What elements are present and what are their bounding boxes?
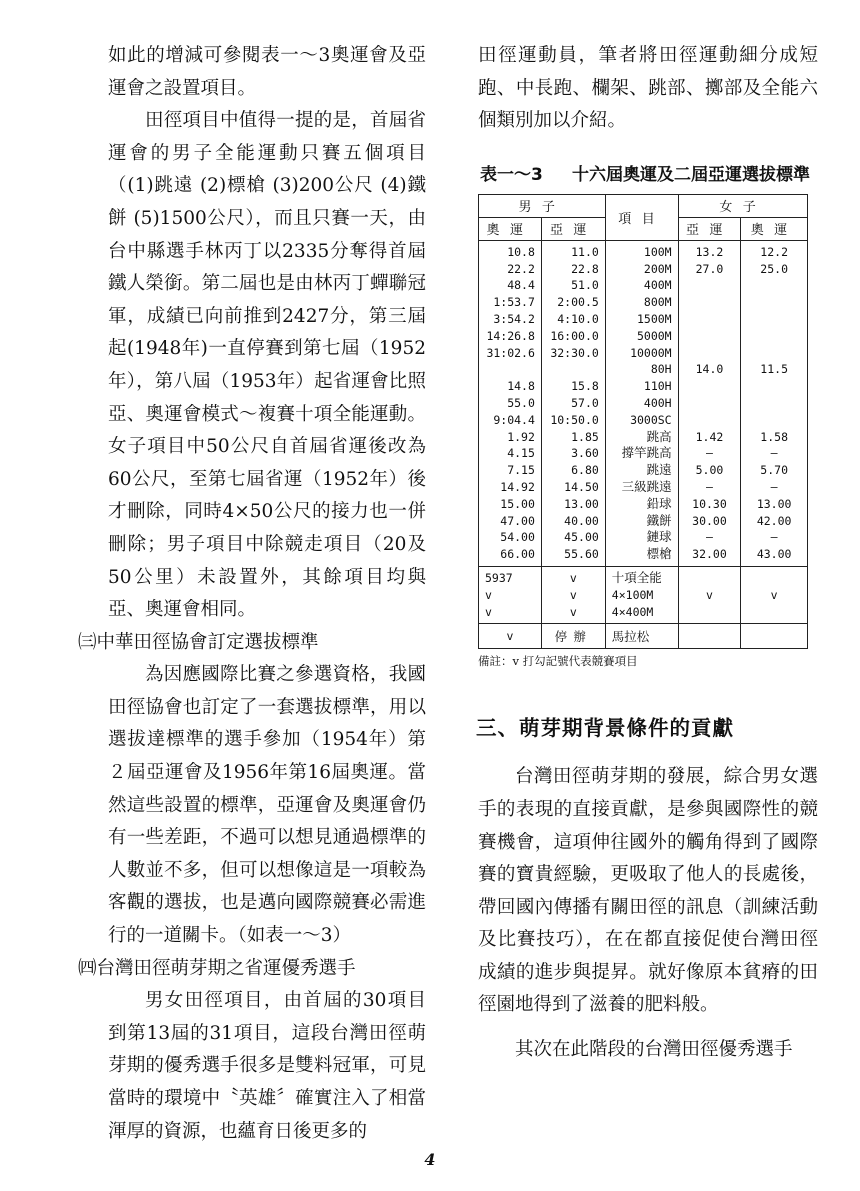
- table-cell: 鏈球: [646, 529, 672, 545]
- table-cell: 7.15: [507, 463, 535, 478]
- table-caption: 十六屆奧運及二屆亞運選拔標準: [572, 164, 810, 185]
- table-cell: 1.92: [507, 429, 535, 444]
- table-cell: v: [485, 604, 492, 619]
- table-cell: [741, 277, 807, 294]
- table-cell: [479, 361, 535, 378]
- table-cell: 14.50: [564, 479, 599, 494]
- table-cell: v: [485, 587, 492, 602]
- table-cell: 5937: [485, 570, 513, 585]
- table-cell: 1:53.7: [493, 295, 535, 310]
- selection-standard-table: [478, 194, 808, 650]
- table-cell: 2:00.5: [557, 295, 599, 310]
- paragraph-6: 台灣田徑萌芽期的發展，綜合男女選手的表現的直接貢獻，是參與國際性的競賽機會，這項伸往國外的觸角得到了國際賽的寶貴經驗，更吸取了他人的長處後，帶回國內傳播有關田徑的訊息（訓練活動及比賽技巧），在在都直接促使台灣田徑成績的進步與提昇。就好像原本貧瘠的田徑園地得到了滋養的肥料般。: [478, 766, 818, 1016]
- right-column: [478, 40, 818, 1067]
- women-asian-column-b: [678, 566, 741, 623]
- paragraph-4: 男女田徑項目，由首屆的30項目到第13屆的31項目，這段台灣田徑萌芽期的優秀選手很多是雙料冠軍，可見當時的環境中〝英雄〞確實注入了相當渾厚的資源，也蘊育日後更多的: [108, 990, 426, 1142]
- table-cell: [679, 277, 741, 294]
- table-cell: 31:02.6: [486, 345, 535, 360]
- table-number: 表一～3: [480, 164, 543, 185]
- table-cell: [741, 345, 807, 362]
- table-cell: 14:26.8: [486, 328, 535, 343]
- table-cell: [679, 395, 741, 412]
- table-cell: —: [705, 446, 713, 461]
- women-olympic-column-b: [741, 566, 808, 623]
- table-cell: 撐竿跳高: [621, 445, 672, 461]
- marathon-men-olympic: v: [479, 624, 542, 649]
- table-cell: 13.2: [695, 244, 724, 259]
- table-cell: 4×400M: [611, 604, 654, 619]
- table-cell: 11.0: [571, 244, 599, 259]
- table-cell: 4:10.0: [557, 311, 599, 326]
- header-men-olympic: 奧運: [479, 217, 542, 240]
- table-cell: 110H: [643, 379, 672, 394]
- table-cell: 13.00: [756, 496, 792, 511]
- table-cell: 55.0: [507, 395, 535, 410]
- table-cell: [679, 378, 741, 395]
- table-cell: 6.80: [571, 463, 599, 478]
- table-cell: [741, 395, 807, 412]
- table-cell: 鐵餅: [646, 512, 672, 528]
- table-cell: 43.00: [756, 547, 792, 562]
- men-olympic-column-b: [479, 566, 542, 623]
- table-cell: 1500M: [636, 311, 672, 326]
- paragraph-1: 如此的增減可參閱表一～3奧運會及亞運會之設置項目。: [108, 45, 426, 99]
- table-cell: —: [705, 530, 713, 545]
- men-olympic-column: [479, 240, 542, 566]
- header-women-olympic: 奧運: [741, 217, 808, 240]
- table-cell: [679, 570, 741, 587]
- table-cell: 15.00: [500, 496, 535, 511]
- table-cell: 55.60: [564, 547, 599, 562]
- paragraph-7: 其次在此階段的台灣田徑優秀選手: [515, 1039, 793, 1061]
- table-cell: —: [770, 446, 778, 461]
- table-cell: 15.8: [571, 379, 599, 394]
- table-cell: 5.00: [695, 463, 724, 478]
- table-cell: [741, 412, 807, 429]
- table-cell: 12.2: [760, 244, 788, 259]
- table-cell: [741, 294, 807, 311]
- table-cell: 9:04.4: [493, 412, 535, 427]
- table-cell: 47.00: [500, 513, 535, 528]
- table-title: [478, 164, 818, 186]
- table-cell: 1.42: [695, 429, 724, 444]
- table-cell: v: [569, 570, 577, 585]
- table-cell: 三級跳遠: [621, 478, 672, 494]
- table-cell: 14.0: [695, 362, 724, 377]
- table-cell: 3:54.2: [493, 311, 535, 326]
- table-cell: 16:00.0: [550, 328, 599, 343]
- marathon-women-asian: [678, 624, 741, 649]
- table-cell: 800M: [643, 295, 672, 310]
- table-cell: —: [770, 479, 778, 494]
- marathon-item: 馬拉松: [605, 624, 678, 649]
- page-number: 4: [424, 1150, 436, 1169]
- table-cell: 13.00: [564, 496, 599, 511]
- table-cell: [741, 378, 807, 395]
- table-cell: v: [569, 587, 577, 602]
- men-asian-column-b: [541, 566, 605, 623]
- table-cell: 10.8: [507, 244, 535, 259]
- table-cell: 1.85: [571, 429, 599, 444]
- section-heading-main: 三、萌芽期背景條件的貢獻: [476, 716, 734, 741]
- table-cell: 5000M: [636, 328, 672, 343]
- table-cell: [741, 311, 807, 328]
- section-heading-4: ㈣台灣田徑萌芽期之省運優秀選手: [78, 957, 356, 979]
- header-women: 女子: [678, 194, 807, 217]
- header-men-asian: 亞運: [541, 217, 605, 240]
- item-column: [605, 240, 678, 566]
- table-body-relay: [479, 566, 808, 623]
- table-cell: [741, 328, 807, 345]
- table-cell: 10:50.0: [550, 412, 599, 427]
- table-cell: 51.0: [571, 278, 599, 293]
- table-cell: 跳遠: [646, 462, 672, 478]
- table-cell: 400H: [643, 395, 672, 410]
- table-cell: 200M: [643, 261, 672, 276]
- header-men: 男子: [479, 194, 606, 217]
- table-cell: 14.8: [507, 379, 535, 394]
- table-cell: 1.58: [760, 429, 788, 444]
- table-cell: 4.15: [507, 446, 535, 461]
- women-olympic-column: [741, 240, 808, 566]
- table-body-main: [479, 240, 808, 566]
- table-cell: 66.00: [500, 547, 535, 562]
- table-cell: 跳高: [646, 428, 672, 444]
- table-cell: 400M: [643, 278, 672, 293]
- paragraph-2: 田徑項目中值得一提的是，首屆省運會的男子全能運動只賽五個項目（(1)跳遠 (2)標槍 (3)200公尺 (4)鐵餅 (5)1500公尺），而且只賽一天，由台中縣選手林丙丁以2335分奪得首屆鐵人榮銜。第二屆也是由林丙丁蟬聯冠軍，成績已向前推到2427分，第三屆起(1948年)一直停賽到第七屆（1952年），第八屆（1953年）起省運會比照亞、奧運會模式～複賽十項全能運動。女子項目中50公尺自首屆省運後改為60公尺，至第七屆省運（1952年）後才刪除，同時4×50公尺的接力也一併刪除；男子項目中除競走項目（20及50公里）未設置外，其餘項目均與亞、奧運會相同。: [108, 110, 426, 621]
- table-cell: 45.00: [564, 530, 599, 545]
- header-item: 項目: [605, 194, 678, 240]
- men-asian-column: [541, 240, 605, 566]
- table-cell: [679, 328, 741, 345]
- table-cell: 4×100M: [611, 587, 654, 602]
- table-cell: [741, 570, 807, 587]
- section-heading-3: ㈢中華田徑協會訂定選拔標準: [78, 631, 319, 653]
- table-cell: v: [705, 587, 713, 602]
- table-cell: 10.30: [692, 496, 727, 511]
- table-cell: 54.00: [500, 530, 535, 545]
- table-cell: 30.00: [692, 513, 727, 528]
- table-cell: 鉛球: [646, 495, 672, 511]
- table-note: 備註：v 打勾記號代表競賽項目: [478, 654, 638, 669]
- table-cell: 32:30.0: [550, 345, 599, 360]
- header-women-asian: 亞運: [678, 217, 741, 240]
- women-asian-column: [678, 240, 741, 566]
- table-cell: 5.70: [760, 463, 788, 478]
- table-cell: [679, 345, 741, 362]
- marathon-women-olympic: [741, 624, 808, 649]
- table-cell: v: [770, 587, 778, 602]
- table-cell: [679, 311, 741, 328]
- table-cell: 十項全能: [611, 569, 662, 585]
- table-cell: 42.00: [756, 513, 792, 528]
- table-cell: 11.5: [760, 362, 788, 377]
- table-cell: v: [569, 604, 577, 619]
- table-cell: —: [770, 530, 778, 545]
- table-cell: 57.0: [571, 395, 599, 410]
- table-cell: 3000SC: [630, 412, 672, 427]
- table-cell: 14.92: [500, 479, 535, 494]
- table-cell: [741, 604, 807, 621]
- paragraph-5: 田徑運動員，筆者將田徑運動細分成短跑、中長跑、欄架、跳部、擲部及全能六個類別加以介紹。: [478, 45, 818, 132]
- table-cell: [679, 604, 741, 621]
- table-cell: 3.60: [571, 446, 599, 461]
- table-cell: 27.0: [695, 261, 724, 276]
- table-cell: 100M: [643, 244, 672, 259]
- table-cell: 80H: [650, 362, 672, 377]
- table-cell: [542, 361, 599, 378]
- table-cell: [679, 294, 741, 311]
- table-cell: [679, 412, 741, 429]
- table-cell: 32.00: [692, 547, 727, 562]
- table-cell: 25.0: [760, 261, 788, 276]
- table-cell: 22.8: [571, 261, 599, 276]
- table-cell: 48.4: [507, 278, 535, 293]
- table-cell: —: [705, 479, 713, 494]
- left-column: [78, 40, 426, 1148]
- marathon-men-asian: 停辦: [541, 624, 605, 649]
- table-cell: 10000M: [630, 345, 672, 360]
- table-cell: 40.00: [564, 513, 599, 528]
- table-row-marathon: [479, 624, 808, 649]
- paragraph-3: 為因應國際比賽之參選資格，我國田徑協會也訂定了一套選拔標準，用以選拔達標準的選手參加（1954年）第２屆亞運會及1956年第16屆奧運。當然這些設置的標準，亞運會及奧運會仍有一些差距，不過可以想見通過標準的人數並不多，但可以想像這是一項較為客觀的選拔，也是邁向國際競賽必需進行的一道關卡。（如表一～3）: [108, 664, 426, 947]
- table-cell: 標槍: [646, 546, 672, 562]
- item-column-b: [605, 566, 678, 623]
- table-cell: 22.2: [507, 261, 535, 276]
